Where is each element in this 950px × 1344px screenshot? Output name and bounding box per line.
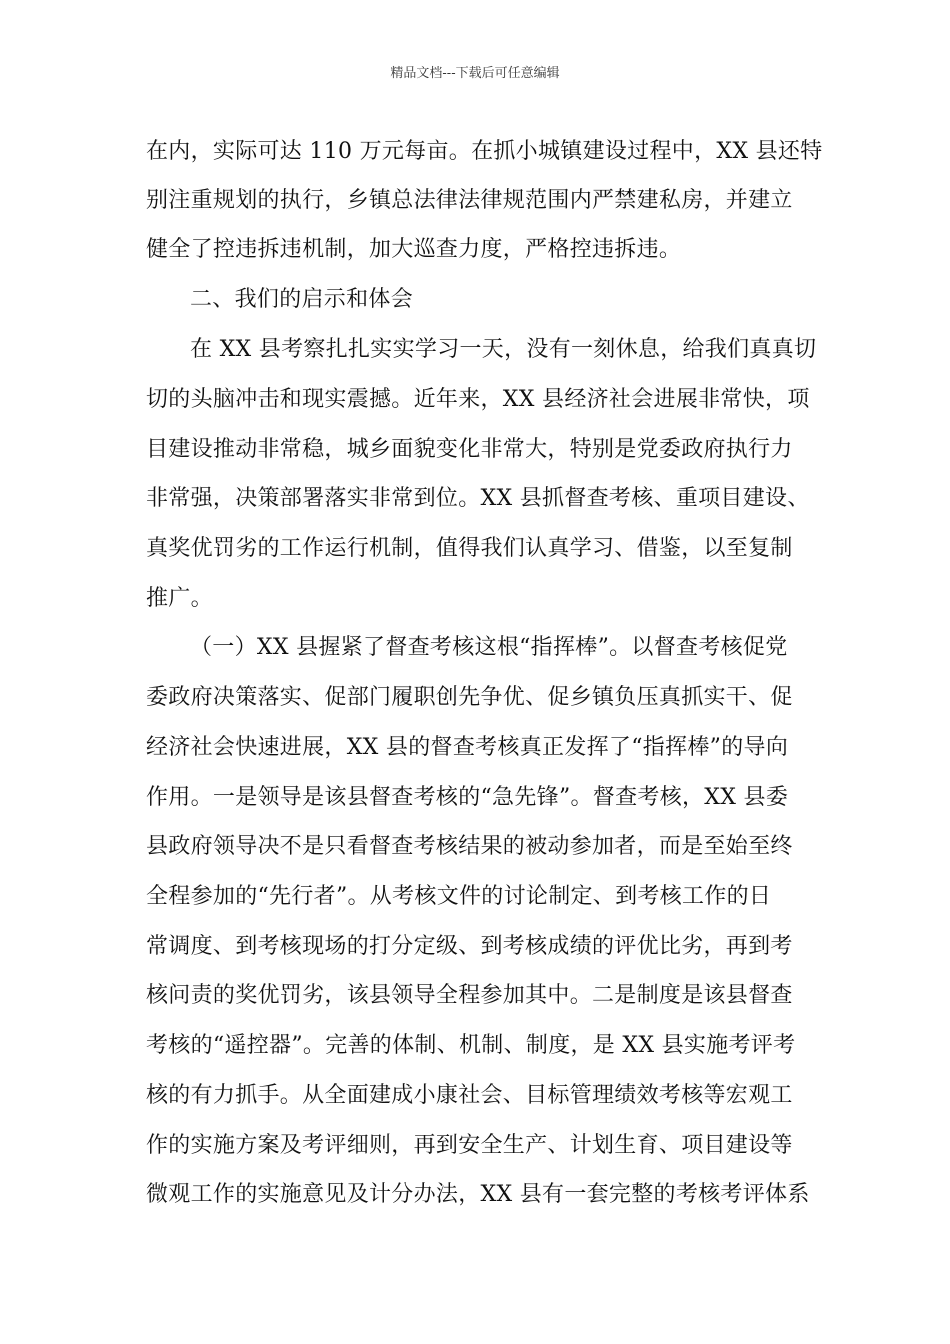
- body-line: 在内，实际可达 110 万元每亩。在抓小城镇建设过程中，XX 县还特: [146, 139, 823, 164]
- body-line: 委政府决策落实、促部门履职创先争优、促乡镇负压真抓实干、促: [146, 685, 793, 710]
- body-line: 别注重规划的执行，乡镇总法律法律规范围内严禁建私房，并建立: [146, 188, 793, 213]
- body-line: 在 XX 县考察扎扎实实学习一天，没有一刻休息，给我们真真切: [190, 337, 817, 362]
- body-line: 常调度、到考核现场的打分定级、到考核成绩的评优比劣，再到考: [146, 934, 793, 959]
- body-line: 全程参加的“先行者”。从考核文件的讨论制定、到考核工作的日: [146, 884, 772, 909]
- body-line: 经济社会快速进展，XX 县的督查考核真正发挥了“指挥棒”的导向: [146, 735, 789, 760]
- body-line: 真奖优罚劣的工作运行机制，值得我们认真学习、借鉴，以至复制: [146, 536, 793, 561]
- body-line: 作用。一是领导是该县督查考核的“急先锋”。督查考核，XX 县委: [146, 785, 789, 810]
- body-line: 核的有力抓手。从全面建成小康社会、目标管理绩效考核等宏观工: [146, 1083, 793, 1108]
- page-header: 精品文档---下载后可任意编辑: [390, 66, 560, 81]
- body-line: 微观工作的实施意见及计分办法，XX 县有一套完整的考核考评体系: [146, 1182, 810, 1207]
- body-line: 健全了控违拆违机制，加大巡查力度，严格控违拆违。: [146, 237, 682, 262]
- body-line: 切的头脑冲击和现实震撼。近年来，XX 县经济社会进展非常快，项: [146, 387, 810, 412]
- body-line: 推广。: [146, 586, 213, 611]
- body-line: 作的实施方案及考评细则，再到安全生产、计划生育、项目建设等: [146, 1133, 793, 1158]
- subsection-line: （一）XX 县握紧了督查考核这根“指挥棒”。以督查考核促党: [190, 635, 788, 660]
- body-line: 县政府领导决不是只看督查考核结果的被动参加者，而是至始至终: [146, 834, 793, 859]
- body-line: 目建设推动非常稳，城乡面貌变化非常大，特别是党委政府执行力: [146, 437, 793, 462]
- body-line: 核问责的奖优罚劣，该县领导全程参加其中。二是制度是该县督查: [146, 983, 793, 1008]
- body-line: 非常强，决策部署落实非常到位。XX 县抓督查考核、重项目建设、: [146, 486, 810, 511]
- body-line: 考核的“遥控器”。完善的体制、机制、制度，是 XX 县实施考评考: [146, 1033, 796, 1058]
- section-heading: 二、我们的启示和体会: [190, 287, 414, 312]
